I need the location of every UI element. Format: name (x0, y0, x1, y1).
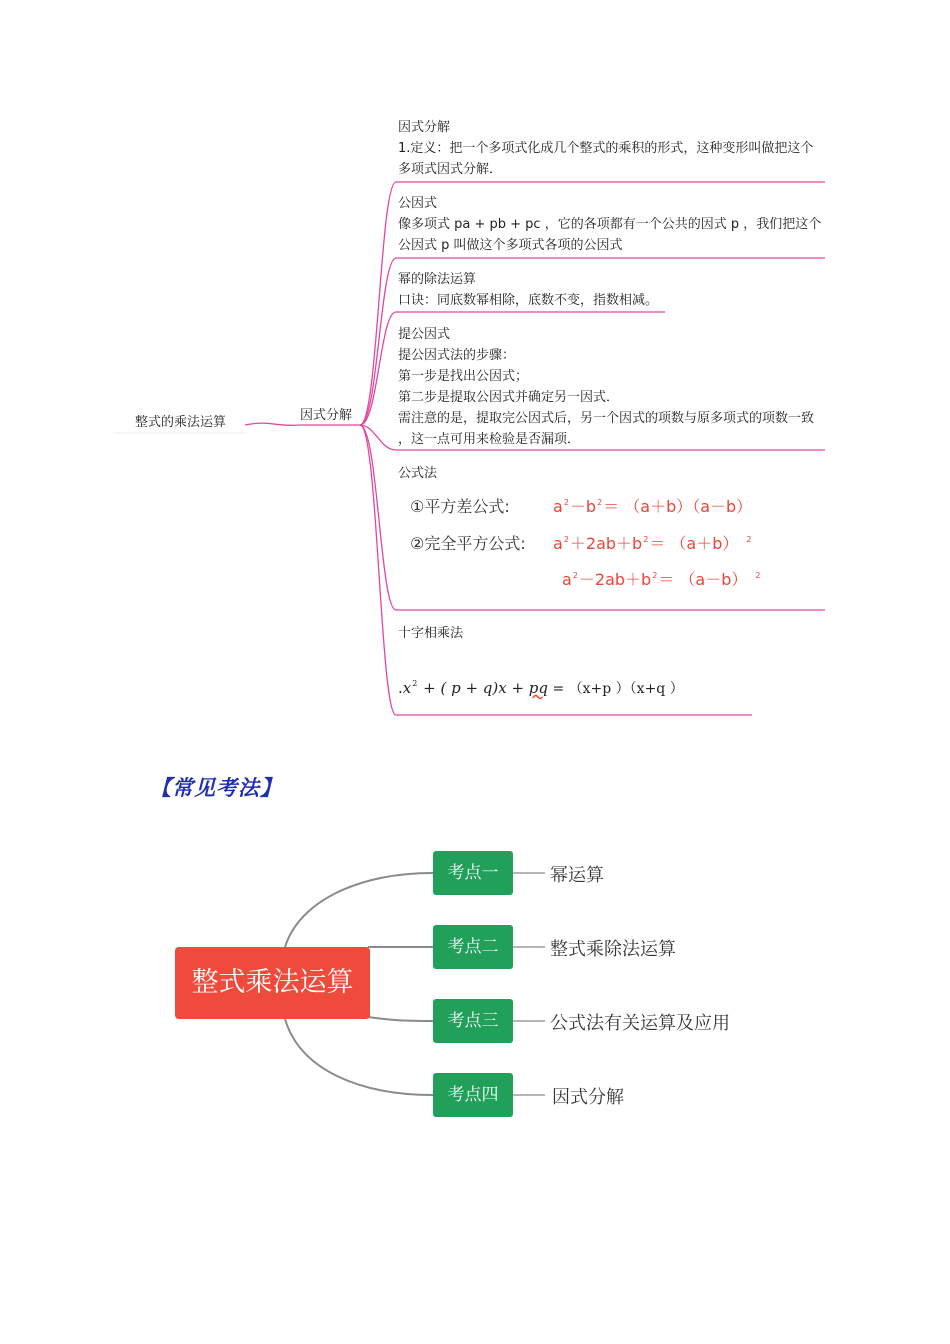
exam-point-2: 考点二 (433, 925, 513, 969)
section-title: 【常见考法】 (150, 775, 282, 800)
extract-factor-line-5: ，这一点可用来检验是否漏项． (398, 432, 581, 447)
power-division-line-1: 口诀：同底数幂相除，底数不变，指数相减。 (398, 293, 659, 308)
definition-line-1: 1.定义：把一个多项式化成几个整式的乘积的形式，这种变形叫做把这个 (398, 141, 814, 156)
exam-point-1: 考点一 (433, 851, 513, 895)
branch-node-label: 因式分解 (300, 408, 353, 423)
power-division-title: 幂的除法运算 (398, 272, 477, 287)
perfect-square-formula-2: $a^2-2ab+b^2= (a-b)$ $^2$ (562, 570, 761, 589)
extract-factor-line-3: 第二步是提取公因式并确定另一因式． (398, 390, 620, 405)
root-node-label: 整式的乘法运算 (135, 415, 227, 430)
exam-point-3: 考点三 (433, 999, 513, 1043)
definition-line-2: 多项式因式分解． (398, 162, 503, 177)
cross-multiply-title: 十字相乘法 (398, 626, 464, 641)
exam-topic-1: 幂运算 (550, 865, 604, 886)
common-factor-line-1: 像多项式 pa + pb + pc ，它的各项都有一个公共的因式 p ，我们把这个 (398, 217, 822, 232)
exam-topic-3: 公式法有关运算及应用 (550, 1013, 730, 1034)
extract-factor-line-1: 提公因式法的步骤： (398, 348, 516, 363)
definition-title: 因式分解 (398, 120, 451, 135)
exam-center-node: 整式乘法运算 (175, 947, 370, 1019)
exam-point-4: 考点四 (433, 1073, 513, 1117)
formula-method-title: 公式法 (398, 466, 438, 481)
perfect-square-label: ②完全平方公式: (410, 534, 526, 553)
extract-factor-title: 提公因式 (398, 327, 451, 342)
exam-topic-4: 因式分解 (552, 1087, 624, 1108)
exam-topic-2: 整式乘除法运算 (550, 939, 676, 960)
perfect-square-formula-1: $a^2+2ab+b^2= (a+b)$ $^2$ (553, 534, 752, 553)
common-factor-title: 公因式 (398, 196, 438, 211)
common-factor-line-2: 公因式 p 叫做这个多项式各项的公因式 (398, 238, 623, 253)
difference-of-squares-formula: $a^2-b^2= (a+b)(a-b)$ (553, 497, 753, 516)
extract-factor-line-4: 需注意的是，提取完公因式后，另一个因式的项数与原多项式的项数一致 (398, 411, 815, 426)
extract-factor-line-2: 第一步是找出公因式； (398, 369, 529, 384)
difference-of-squares-label: ①平方差公式: (410, 497, 510, 516)
cross-multiply-formula: $.x^2$ + ( p + q)x + pq = （x+p ）（x+q ） (398, 679, 684, 697)
